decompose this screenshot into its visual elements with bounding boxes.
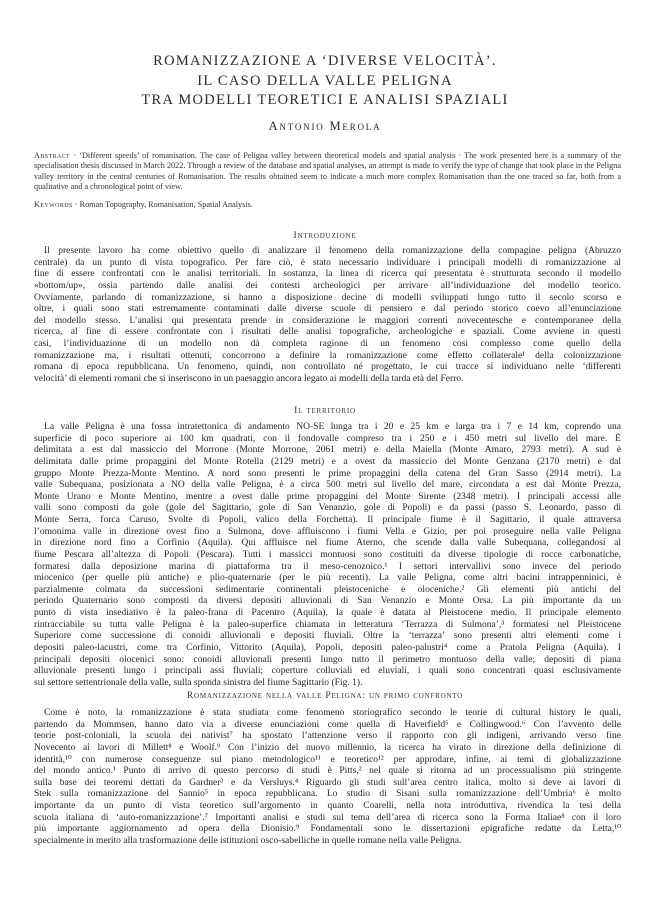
paragraph-line: velocità’ di elementi romani che si inseriscono in un paesaggio ancora legato ai modelli della tarda età del Ferro. (34, 372, 464, 384)
paragraph-line: «bottom/up», ossia partendo dalle analisi dei contesti archeologici per arrivare all’individuazione del modello teorico. (34, 279, 621, 291)
title-line: IL CASO DELLA VALLE PELIGNA (197, 72, 453, 89)
paragraph-line: Come è noto, la romanizzazione è stata studiata come fenomeno storiografico secondo le teorie di cultural history le quali, (44, 707, 621, 718)
paragraph-line: Stek sulla romanizzazione del Sannio⁵ in epoca repubblicana. Lo studio di Sisani sulla romanizzazione dell’Umbria⁶ è molto (34, 788, 621, 800)
paragraph-line: superficie di poco superiore ai 100 km quadrati, con il fondovalle compreso tra i 250 e i 450 metri sul livello del mare. È (34, 432, 621, 444)
paragraph-line: periodo Quaternario sono composti da diversi depositi alluvionali di San Venanzio e Monte Orsa. La più importante da un (34, 595, 621, 607)
abstract-text: · ‘Different speeds’ of romanisation. The case of Peligna valley between theoretical models and spatial analysis · The work presented here is a summary of the specialisation thesis discussed in March 2022. Through a review of the database and spatial analyses, an attempt is made to verify the type of change that took place in the Peligna valley territory in the central centuries of Romanisation. The results obtained seem to indicate a much more complex Romanisation than the one traced so far, both from a qualitative and a chronological point of view. (34, 151, 621, 192)
paragraph-line: Monte Serra, forca Caruso, Svolte di Popoli, valico della Forchetta). Il principale fiume è il Sagittario, il quale attraversa (34, 514, 621, 525)
keywords-text: · Roman Topography, Romanisation, Spatial Analysis. (74, 200, 253, 209)
paragraph-line: gruppo Monte Prezza-Monte Mentino. A nord sono presenti le prime propaggini della catena del Gran Sasso (2914 metri). La (34, 467, 621, 479)
paragraph-introduction (34, 245, 621, 385)
paragraph-line: sulla base dei teoremi dettati da Gardner³ e da Versluys.⁴ Riguardo gli studi sull’area centro italica, molto si deve ai lavori di (34, 776, 621, 788)
paragraph-line: l’omonima valle in direzione ovest fino a Sulmona, dove affluiscono i fiumi Vella e Gizio, per poi proseguire nella valle Peligna (34, 525, 621, 537)
paragraph-territory (34, 421, 621, 688)
keywords-label: Keywords (34, 200, 73, 209)
paragraph-line: ricerca, al fine di essere confrontate con i risultati delle analisi topografiche, archeologiche e spaziali. Come avviene in questi (34, 326, 621, 338)
paragraph-line: del mondo antico.¹ Punto di arrivo di questo percorso di studi è Pitts,² nel quale si ritorna ad un processualismo più stringente (34, 765, 621, 777)
paragraph-line: Superiore come successione di conoidi alluvionali e depositi fluviali. Oltre la ‘terrazza’ sono presenti altri elementi come i (34, 630, 621, 642)
keywords (34, 200, 621, 210)
abstract-label: Abstract (34, 151, 71, 160)
paragraph-line: formatesi dalla deposizione marina di piattaforma tra il meso-cenozoico.¹ I settori intervallivi sono invece del periodo (34, 560, 621, 572)
paragraph-line: valli sono composti da gole (gole del Sagittario, gole di San Venanzio, gole di Popoli) e da passi (passo S. Leonardo, passo di (34, 502, 621, 514)
paragraph-line: del modello stesso. L’analisi qui presentata prende in considerazione le maggiori correnti novecentesche e contemporanee della (34, 314, 621, 326)
paragraph-line: partendo da Mommsen, hanno dato via a diverse enunciazioni come quella di Haverfield⁵ e Collingwood.⁶ Con l’avvento delle (34, 718, 621, 730)
paragraph-line: casi, l’individuazione di un modello non dà completa ragione di un fenomeno così complesso come quello della (34, 338, 621, 349)
paragraph-line: parzialmente colmata da successioni sedimentarie continentali pleistoceniche e oloceniche.² Gli elementi più antichi del (34, 583, 621, 595)
paragraph-line: rintracciabile su tutta valle Peligna è la paleo-superfice chiamata in letteratura ‘Terrazza di Sulmona’,³ formatesi nel Pleistocene (34, 618, 621, 630)
paragraph-line: La valle Peligna è una fossa intratettonica di andamento NO-SE lunga tra i 20 e 25 km e larga tra i 7 e 14 km, coprendo una (44, 421, 621, 432)
paragraph-line: teorie post-coloniali, la scuola dei nativist⁷ ha spostato l’attenzione verso il rapporto con gli indigeni, arrivando verso fine (34, 730, 621, 742)
paragraph-line: Il presente lavoro ha come obiettivo quello di analizzare il fenomeno della romanizzazione della compagine peligna (Abruzzo (44, 245, 621, 256)
section-heading-romanization: Romanizzazione nella valle Peligna: un primo confronto (186, 690, 464, 701)
paragraph-line: fine di essere confrontati con le analisi territoriali. In sostanza, la linea di ricerca qui presentata è strutturata secondo il modello (34, 268, 621, 280)
paragraph-line: identità,¹⁰ con numerose conseguenze sul piano metodologico¹¹ e teoretico¹² per approdare, infine, ai temi di globalizzazione (34, 753, 621, 765)
paragraph-line: delimitata a est dal massiccio del Morrone (Monte Morrone, 2061 metri) e della Maiella (Monte Amaro, 2793 metri). A sud è (34, 444, 621, 456)
paragraph-line: Monte Urano e Monte Mentino, mentre a ovest dalle prime propaggini del Monte Sirente (2348 metri). I principali accessi alle (34, 490, 621, 502)
paragraph-line: romanizzazione ma, i risultati ottenuti, concorrono a definire la romanizzazione come effetto collaterale¹ della colonizzazione (34, 349, 621, 361)
author-name: Antonio Merola (268, 119, 382, 133)
paragraph-line: Novecento ai lavori di Millett⁸ e Woolf.⁹ Con l’inizio del nuovo millennio, la ricerca ha virato in direzione della definizione di (34, 741, 621, 753)
paragraph-romanization (34, 707, 621, 847)
paragraph-line: più importante aggiornamento ad opera della Dionisio.⁹ Fondamentali sono le dissertazioni epigrafiche redatte da Letta,¹⁰ (34, 823, 621, 835)
paragraph-line: punto di vista insediativo è la paleo-frana di Pacentro (Aquila), la quale è datata al Pleistocene medio. Il principale elemento (34, 607, 621, 618)
title-line: ROMANIZZAZIONE A ‘DIVERSE VELOCITÀ’. (153, 53, 497, 69)
paragraph-line: oltre, i quali sono stati estremamente contaminati dalle diverse scuole di pensiero e dal periodo storico coevo all’enunciazione (34, 303, 621, 315)
paragraph-line: centrale) da un punto di vista topografico. Per fare ciò, è stato necessario individuare i principali modelli di romanizzazione al (34, 256, 621, 268)
section-heading-territory: Il territorio (294, 405, 356, 416)
paragraph-line: alluvionale presenti lungo i principali assi fluviali; coperture colluviali ed eluviali, i quali sono concentrati quasi esclusivamente (34, 665, 621, 677)
abstract (34, 151, 621, 193)
paragraph-line: sul settore settentrionale della valle, sulla sponda sinistra del fiume Sagittario (Fig. 1). (34, 676, 363, 688)
title-line: TRA MODELLI TEORETICI E ANALISI SPAZIALI (141, 92, 509, 108)
paragraph-line: romana di epoca repubblicana. Un fenomeno, quindi, non controllato né progettato, le cui tracce si individuano nelle ‘differenti (34, 361, 621, 373)
paragraph-line: delimitata dalle prime propaggini del Monte Rotella (2129 metri) e a ovest da massiccio del Monte Genzana (2170 metri) e dal (34, 455, 621, 467)
paragraph-line: fiume Pescara all’altezza di Popoli (Pescara). Tutti i massicci montuosi sono costituiti da diverse tipologie di rocce carbonatiche, (34, 548, 621, 560)
section-heading-introduction: Introduzione (293, 230, 357, 241)
paragraph-line: specialmente in merito alla trasformazione delle istituzioni osco-sabelliche in quelle romane nella valle Peligna. (34, 834, 462, 846)
paragraph-line: importante da un punto di vista teoretico sull’argomento in quanto Coarelli, nella nota introduttiva, rivendica la tesi della (34, 800, 621, 811)
paragraph-line: miocenico (per quelle più antiche) e plio-quaternarie (per le più recenti). La valle Peligna, come altri bacini intrappenninici, è (34, 572, 621, 584)
paragraph-line: depositi paleo-lacustri, come tra Corfinio, Vittorito (Aquila), Popoli, depositi paleo-palustri⁴ come a Pratola Peligna (Aquila). I (34, 641, 621, 653)
paragraph-line: principali depositi olocenici sono: conoidi alluvionali presenti lungo tutto il perimetro montuoso della valle; depositi di piana (34, 653, 621, 665)
paragraph-line: Ovviamente, parlando di romanizzazione, si hanno a disposizione decine di modelli sviluppati lungo tutto il secolo scorso e (34, 291, 621, 303)
paragraph-line: in direzione nord fino a Corfinio (Aquila). Qui affluisce nel fiume Aterno, che scende dalla valle Subequana, collegandosi al (34, 537, 621, 549)
article-title (0, 52, 650, 111)
paragraph-line: scuola italiana di ‘auto-romanizzazione’.⁷ Importanti analisi e studi sul tema dell’area di ricerca sono la Forma Italiae⁸ con il loro (34, 811, 621, 823)
paragraph-line: valle Subequana, posizionata a NO della valle Peligna, è a circa 500 metri sul livello del mare, circondata a est dal Monte Prezza, (34, 479, 621, 491)
